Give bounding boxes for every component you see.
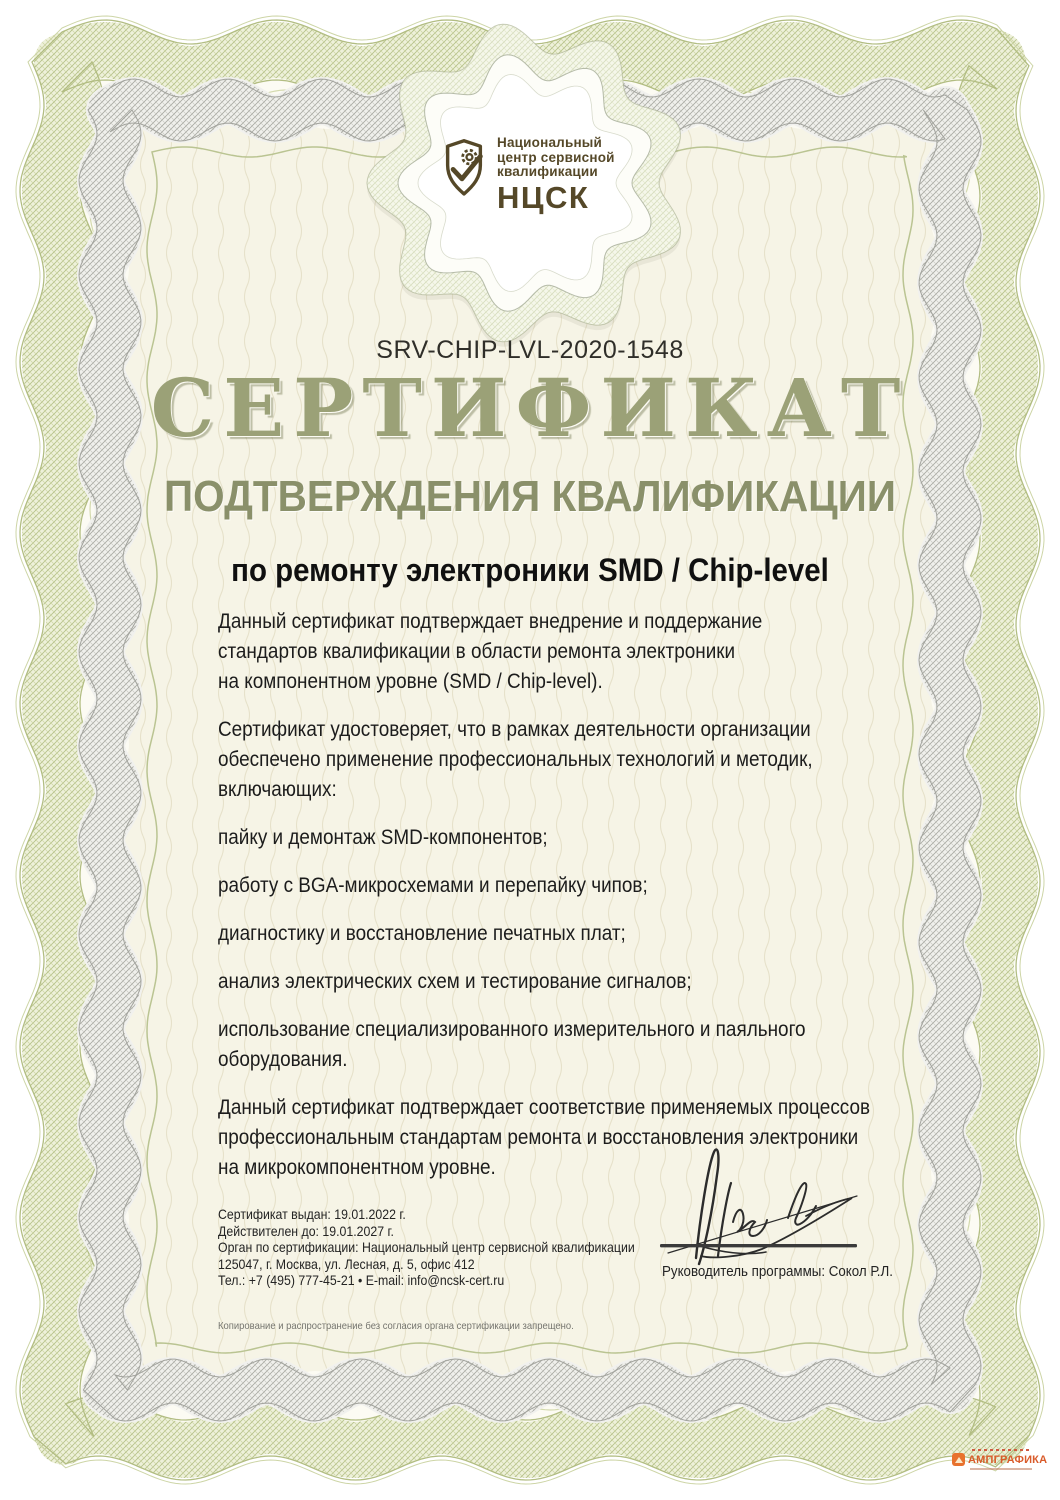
text-line: Сертификат удостоверяет, что в рамках деятельности организации (218, 717, 811, 741)
text-line: стандартов квалификации в области ремонта электроники (218, 639, 736, 663)
list-item: использование специализированного измерительного и паяльного оборудования. (218, 1017, 806, 1071)
signature-line (660, 1244, 857, 1247)
ncsk-seal (442, 136, 615, 214)
signature-block (650, 1140, 893, 1300)
org-abbreviation: НЦСК (497, 179, 590, 215)
signature (650, 1140, 880, 1270)
org-name-line: центр сервисной (497, 149, 615, 165)
list-item: диагностику и восстановление печатных плат; (218, 921, 626, 945)
list-item: анализ электрических схем и тестирование сигналов; (218, 969, 692, 993)
watermark-fineprint-bottom (970, 1468, 1032, 1470)
org-name-line: квалификации (497, 164, 598, 179)
authority-address: 125047, г. Москва, ул. Лесная, д. 5, офис 412 (218, 1255, 475, 1272)
signer-title: Руководитель программы: Сокол Р.Л. (662, 1264, 893, 1280)
paragraph-statement (218, 714, 887, 804)
paragraph-intro (218, 606, 887, 696)
authority-contacts: Тел.: +7 (495) 777-45-21 • E-mail: info@ncsk-cert.ru (218, 1272, 505, 1289)
list-item: работу с BGA-микросхемами и перепайку чипов; (218, 873, 648, 897)
list-item: пайку и демонтаж SMD-компонентов; (218, 825, 548, 849)
certificate-subtitle: ПОДТВЕРЖДЕНИЯ КВАЛИФИКАЦИИ (164, 472, 896, 521)
ampgrafika-label: АМПГРАФИКА (968, 1453, 1048, 1466)
ncsk-logo-text (497, 136, 615, 214)
org-name-line: Национальный (497, 135, 603, 150)
certification-authority: Орган по сертификации: Национальный центр сервисной квалификации (218, 1239, 635, 1256)
text-line: профессиональным стандартам ремонта и восстановления электроники (218, 1125, 859, 1149)
certificate-subject: по ремонту электроники SMD / Chip-level (231, 552, 829, 588)
issue-date: Сертификат выдан: 19.01.2022 г. (218, 1206, 406, 1222)
certificate-title: СЕРТИФИКАТ (150, 361, 910, 455)
print-shop-watermark (952, 1449, 1048, 1470)
certificate-number: SRV-CHIP-LVL-2020-1548 (376, 336, 684, 364)
text-line: обеспечено применение профессиональных технологий и методик, включающих: (218, 747, 813, 801)
text-line: Данный сертификат подтверждает соответствие применяемых процессов (218, 1095, 871, 1119)
text-line: на компонентном уровне (SMD / Chip-level). (218, 669, 603, 693)
text-line: Данный сертификат подтверждает внедрение и поддержание (218, 609, 763, 633)
ampgrafika-icon (952, 1453, 965, 1466)
text-line: на микрокомпонентном уровне. (218, 1155, 496, 1179)
shield-gear-check-icon (442, 138, 486, 198)
valid-until-date: Действителен до: 19.01.2027 г. (218, 1222, 394, 1239)
copyright-notice: Копирование и распространение без согласия органа сертификации запрещено. (218, 1320, 574, 1332)
certificate-body (218, 606, 887, 1182)
watermark-fineprint-top (972, 1449, 1030, 1451)
